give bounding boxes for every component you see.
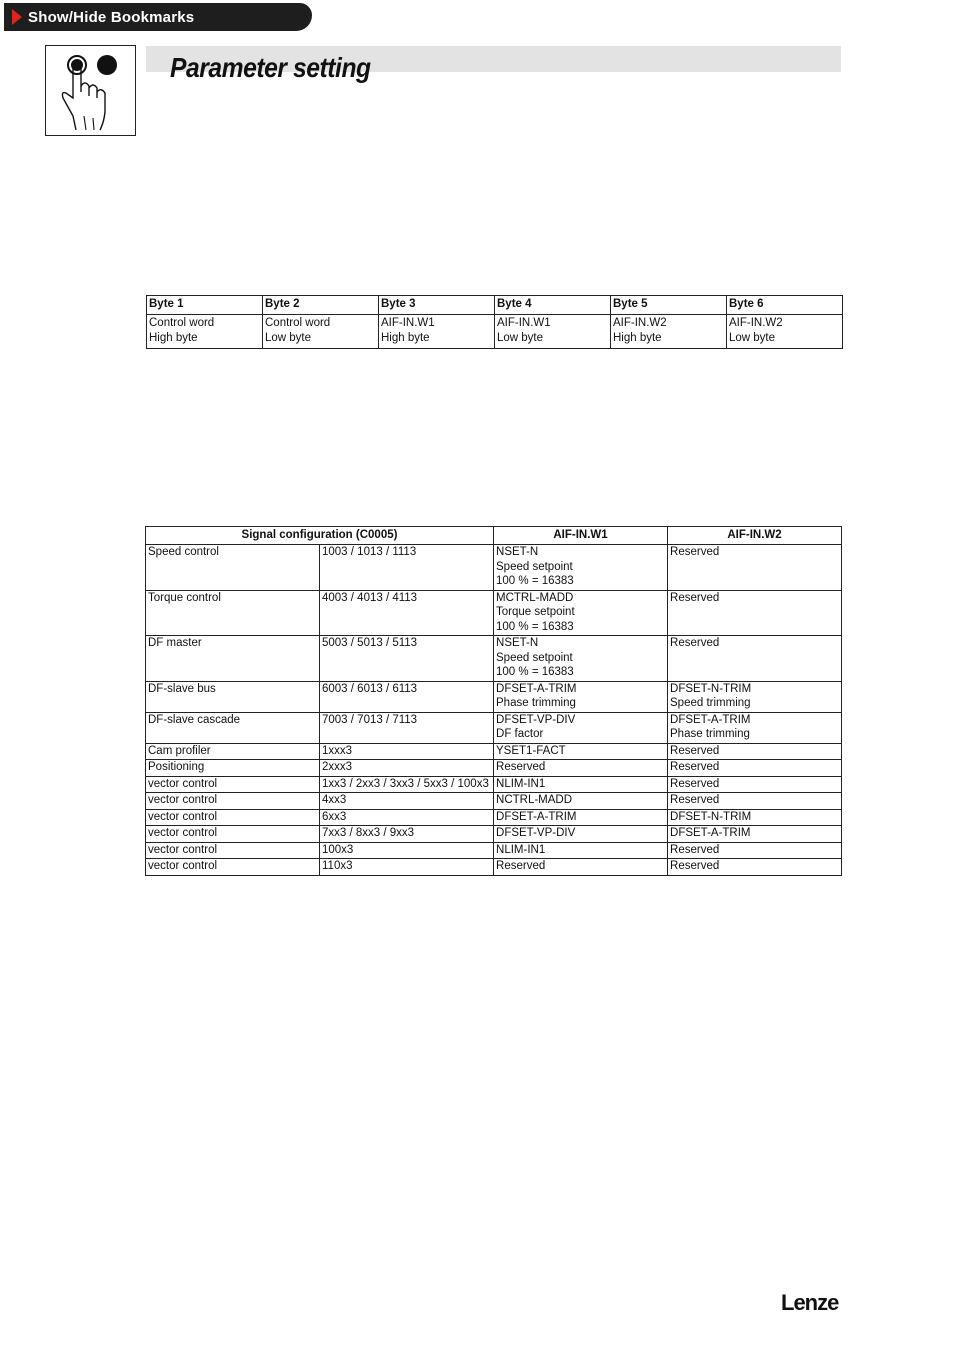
aif-in-w1-cell [494,793,668,810]
signal-codes-cell: 6003 / 6013 / 6113 [320,681,494,712]
aif-in-w2-cell [668,636,842,682]
aif-in-w2-line: Phase trimming [670,728,750,740]
aif-in-w2-cell [668,842,842,859]
aif-in-w1-line: Torque setpoint [496,606,575,618]
aif-in-w1-cell [494,776,668,793]
aif-in-w2-cell [668,793,842,810]
bytes-cell-line: Low byte [729,331,776,344]
bytes-cell-line: AIF-IN.W2 [729,317,783,329]
aif-in-w2-cell [668,590,842,636]
bytes-header-cell: Byte 3 [379,296,495,315]
signal-mode-cell: Positioning [146,760,320,777]
signal-mode-cell: vector control [146,809,320,826]
bytes-cell [495,315,611,349]
signal-codes-cell: 7xx3 / 8xx3 / 9xx3 [320,826,494,843]
aif-in-w1-cell [494,859,668,876]
aif-in-w2-line: Reserved [670,637,720,649]
bytes-header-cell: Byte 1 [147,296,263,315]
aif-in-w2-line: Reserved [670,860,720,872]
aif-in-w1-line: 100 % = 16383 [496,620,574,633]
hand-pressing-button-icon [45,45,136,136]
aif-in-w1-line: 100 % = 16383 [496,666,574,678]
table-row [146,859,842,876]
aif-in-w1-line: 100 % = 16383 [496,575,574,587]
aif-in-w2-line: DFSET-A-TRIM [670,713,751,726]
table-row [146,681,842,712]
aif-in-w1-line: NLIM-IN1 [496,777,546,790]
aif-in-w2-cell [668,712,842,743]
aif-in-w1-cell [494,636,668,682]
aif-in-w2-line: Reserved [670,777,720,790]
signal-codes-cell: 1xx3 / 2xx3 / 3xx3 / 5xx3 / 100x3 [320,776,494,793]
aif-in-w2-line: Reserved [670,591,720,604]
aif-in-w1-line: NSET-N [496,546,539,558]
signal-configuration-table [145,526,842,876]
aif-in-w2-line: Reserved [670,546,720,558]
signal-header-row [146,527,842,545]
signal-mode-cell: Speed control [146,545,320,591]
aif-in-w1-cell [494,809,668,826]
signal-mode-cell: vector control [146,842,320,859]
bytes-header-cell: Byte 2 [263,296,379,315]
table-row [146,826,842,843]
aif-in-w2-cell [668,545,842,591]
aif-in-w1-line: Speed setpoint [496,560,573,573]
signal-codes-cell: 1xxx3 [320,743,494,760]
signal-mode-cell: DF master [146,636,320,682]
signal-mode-cell: Cam profiler [146,743,320,760]
page-title: Parameter setting [170,52,371,83]
aif-in-w1-line: Reserved [496,761,546,773]
aif-in-w2-cell [668,743,842,760]
aif-in-w1-line: NSET-N [496,637,539,649]
aif-in-w2-line: DFSET-A-TRIM [670,827,751,839]
header-aif-in-w2: AIF-IN.W2 [668,527,842,545]
bytes-cell [147,315,263,349]
signal-mode-cell: vector control [146,793,320,810]
aif-in-w1-line: MCTRL-MADD [496,591,574,604]
bytes-data-row [147,315,843,349]
aif-in-w2-cell [668,826,842,843]
show-hide-bookmarks-label: Show/Hide Bookmarks [28,8,195,26]
signal-mode-cell: vector control [146,859,320,876]
aif-in-w2-cell [668,809,842,826]
signal-mode-cell: vector control [146,776,320,793]
signal-mode-cell: Torque control [146,590,320,636]
bytes-cell-line: AIF-IN.W1 [497,317,551,329]
signal-mode-cell: DF-slave cascade [146,712,320,743]
signal-codes-cell: 5003 / 5013 / 5113 [320,636,494,682]
table-row [146,760,842,777]
bytes-cell [379,315,495,349]
signal-codes-cell: 6xx3 [320,809,494,826]
bytes-header-cell: Byte 4 [495,296,611,315]
aif-in-w1-cell [494,545,668,591]
aif-in-w1-line: DFSET-VP-DIV [496,713,576,726]
signal-codes-cell: 100x3 [320,842,494,859]
bytes-table [146,295,843,349]
aif-in-w2-cell [668,760,842,777]
table-row [146,545,842,591]
bytes-cell-line: Control word [149,317,215,329]
aif-in-w1-line: DFSET-VP-DIV [496,827,576,839]
aif-in-w1-cell [494,590,668,636]
bytes-cell-line: Low byte [265,331,312,344]
bytes-cell-line: High byte [381,331,430,344]
show-hide-bookmarks-button[interactable] [4,3,312,31]
aif-in-w2-line: Reserved [670,744,720,757]
aif-in-w1-line: DFSET-A-TRIM [496,682,577,695]
aif-in-w1-cell [494,842,668,859]
aif-in-w1-line: DFSET-A-TRIM [496,810,577,823]
lenze-logo: Lenze [781,1290,839,1315]
red-triangle-arrow-icon [12,9,22,25]
bytes-cell-line: AIF-IN.W2 [613,317,667,329]
table-row [146,712,842,743]
aif-in-w1-line: YSET1-FACT [496,744,566,757]
signal-mode-cell: DF-slave bus [146,681,320,712]
aif-in-w2-line: Speed trimming [670,697,751,709]
signal-codes-cell: 4xx3 [320,793,494,810]
bytes-cell-line: AIF-IN.W1 [381,317,435,329]
table-row [146,743,842,760]
signal-codes-cell: 4003 / 4013 / 4113 [320,590,494,636]
aif-in-w1-cell [494,743,668,760]
signal-codes-cell: 110x3 [320,859,494,876]
signal-codes-cell: 1003 / 1013 / 1113 [320,545,494,591]
aif-in-w1-line: DF factor [496,728,544,740]
aif-in-w1-line: NCTRL-MADD [496,794,573,806]
aif-in-w1-cell [494,681,668,712]
bytes-cell-line: High byte [613,331,662,344]
aif-in-w2-line: Reserved [670,794,720,806]
aif-in-w2-cell [668,776,842,793]
aif-in-w2-line: Reserved [670,843,720,856]
aif-in-w2-cell [668,859,842,876]
aif-in-w1-line: Phase trimming [496,697,576,709]
aif-in-w1-cell [494,712,668,743]
table-row [146,636,842,682]
aif-in-w1-line: NLIM-IN1 [496,843,546,856]
signal-codes-cell: 2xxx3 [320,760,494,777]
bytes-cell-line: Low byte [497,331,544,344]
aif-in-w2-cell [668,681,842,712]
header-signal-configuration: Signal configuration (C0005) [146,527,494,545]
aif-in-w1-cell [494,760,668,777]
bytes-cell [727,315,843,349]
table-row [146,590,842,636]
signal-mode-cell: vector control [146,826,320,843]
bytes-header-cell: Byte 5 [611,296,727,315]
bytes-cell-line: High byte [149,331,198,344]
bytes-cell [611,315,727,349]
aif-in-w1-line: Reserved [496,860,546,872]
aif-in-w2-line: Reserved [670,761,720,773]
aif-in-w1-cell [494,826,668,843]
signal-codes-cell: 7003 / 7013 / 7113 [320,712,494,743]
aif-in-w2-line: DFSET-N-TRIM [670,810,752,823]
bytes-cell [263,315,379,349]
bytes-cell-line: Control word [265,317,331,329]
header-aif-in-w1: AIF-IN.W1 [494,527,668,545]
aif-in-w2-line: DFSET-N-TRIM [670,682,752,695]
bytes-header-cell: Byte 6 [727,296,843,315]
aif-in-w1-line: Speed setpoint [496,651,573,664]
table-row [146,842,842,859]
table-row [146,776,842,793]
table-row [146,809,842,826]
bytes-header-row [147,296,843,315]
table-row [146,793,842,810]
